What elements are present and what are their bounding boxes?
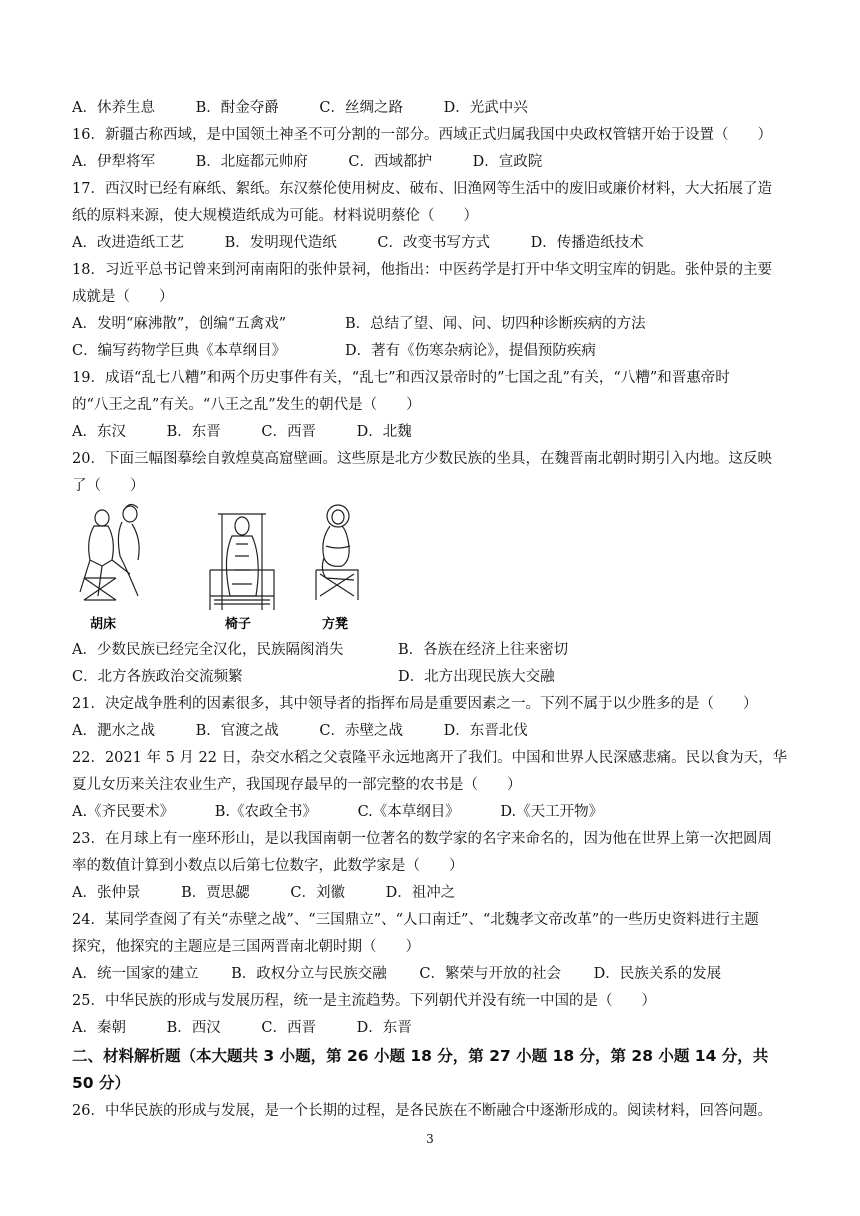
option-b: B.《农政全书》 bbox=[214, 804, 317, 820]
q25-options bbox=[72, 1018, 412, 1038]
option-c: C．西晋 bbox=[261, 1020, 316, 1036]
q24-stem-line2: 探究，他探究的主题应是三国两晋南北朝时期（ ） bbox=[72, 939, 420, 955]
option-b: B．贾思勰 bbox=[181, 885, 250, 901]
q18-stem-line1: 18．习近平总书记曾来到河南南阳的张仲景祠，他指出：中医药学是打开中华文明宝库的钥匙。张仲景的主要 bbox=[72, 262, 772, 278]
q20-option-a: A．少数民族已经完全汉化，民族隔阂消失 bbox=[72, 642, 344, 658]
option-a: A．张仲景 bbox=[72, 885, 141, 901]
q22-stem-line2: 夏儿女历来关注农业生产，我国现存最早的一部完整的农书是（ ） bbox=[72, 777, 522, 793]
q24-stem-line1: 24．某同学查阅了有关“赤壁之战”、“三国鼎立”、“人口南迁”、“北魏孝文帝改革”的一些历史资料进行主题 bbox=[72, 912, 759, 928]
hu-chuang-illustration bbox=[80, 504, 139, 600]
option-d: D．光武中兴 bbox=[443, 100, 528, 116]
q19-stem-line1: 19．成语“乱七八糟”和两个历史事件有关，“乱七”和西汉景帝时的”七国之乱”有关，“八糟”和晋惠帝时 bbox=[72, 370, 730, 386]
option-c: C．繁荣与开放的社会 bbox=[419, 966, 561, 982]
fang-deng-illustration bbox=[316, 505, 358, 600]
q19-stem-line2: 的“八王之乱”有关。“八王之乱”发生的朝代是（ ） bbox=[72, 397, 421, 413]
option-c: C．改变书写方式 bbox=[377, 235, 490, 251]
option-a: A．伊犁将军 bbox=[72, 154, 155, 170]
q17-stem-line1: 17．西汉时已经有麻纸、絮纸。东汉蔡伦使用树皮、破布、旧渔网等生活中的废旧或廉价材料，大大拓展了造 bbox=[72, 181, 772, 197]
option-c: C.《本草纲目》 bbox=[357, 804, 460, 820]
section-heading-line2: 50 分） bbox=[72, 1074, 130, 1092]
option-d: D.《天工开物》 bbox=[500, 804, 604, 820]
q20-option-d: D．北方出现民族大交融 bbox=[398, 669, 555, 685]
option-b: B．官渡之战 bbox=[195, 723, 279, 739]
option-c: C．西晋 bbox=[261, 424, 316, 440]
q18-option-d: D．著有《伤寒杂病论》，提倡预防疾病 bbox=[345, 343, 596, 359]
page-number: 3 bbox=[426, 1132, 434, 1146]
figure-label-hu-chuang: 胡床 bbox=[90, 617, 117, 632]
q17-stem-line2: 纸的原料来源，使大规模造纸成为可能。材料说明蔡伦（ ） bbox=[72, 208, 478, 224]
q22-stem-line1: 22．2021 年 5 月 22 日，杂交水稻之父袁隆平永远地离开了我们。中国和世界人民深感悲痛。民以食为天，华 bbox=[72, 750, 788, 766]
option-d: D．东晋北伐 bbox=[443, 723, 528, 739]
q20-stem-line2: 了（ ） bbox=[72, 478, 145, 494]
option-c: C．赤壁之战 bbox=[319, 723, 403, 739]
q18-option-b: B．总结了望、闻、问、切四种诊断疾病的方法 bbox=[345, 316, 646, 332]
option-a: A．淝水之战 bbox=[72, 723, 155, 739]
q23-options bbox=[72, 883, 455, 903]
option-b: B．酎金夺爵 bbox=[195, 100, 279, 116]
section-heading-line1: 二、材料解析题（本大题共 3 小题，第 26 小题 18 分，第 27 小题 18 分，第 28 小题 14 分，共 bbox=[72, 1047, 769, 1065]
q17-options bbox=[72, 233, 644, 253]
q20-stem-line1: 20．下面三幅图摹绘自敦煌莫高窟壁画。这些原是北方少数民族的坐具，在魏晋南北朝时期引入内地。这反映 bbox=[72, 451, 772, 467]
option-d: D．东晋 bbox=[356, 1020, 412, 1036]
q19-options bbox=[72, 422, 412, 442]
option-a: A．统一国家的建立 bbox=[72, 966, 199, 982]
option-b: B．西汉 bbox=[166, 1020, 221, 1036]
option-d: D．民族关系的发展 bbox=[593, 966, 722, 982]
q25-stem: 25．中华民族的形成与发展历程，统一是主流趋势。下列朝代并没有统一中国的是（ ） bbox=[72, 993, 656, 1009]
figure-label-fang-deng: 方凳 bbox=[322, 617, 349, 632]
option-d: D．宣政院 bbox=[472, 154, 543, 170]
q21-stem: 21．决定战争胜利的因素很多，其中领导者的指挥布局是重要因素之一。下列不属于以少胜多的是（ ） bbox=[72, 696, 758, 712]
q16-options bbox=[72, 152, 542, 172]
option-a: A.《齐民要术》 bbox=[72, 804, 175, 820]
option-c: C．刘徽 bbox=[290, 885, 345, 901]
figure-label-chair: 椅子 bbox=[225, 617, 252, 632]
q23-stem-line2: 率的数值计算到小数点以后第七位数字，此数学家是（ ） bbox=[72, 858, 464, 874]
option-c: C．西域都护 bbox=[348, 154, 432, 170]
q16-stem: 16．新疆古称西域，是中国领土神圣不可分割的一部分。西域正式归属我国中央政权管辖开始于设置（ ） bbox=[72, 127, 772, 143]
option-a: A．休养生息 bbox=[72, 100, 155, 116]
q23-stem-line1: 23．在月球上有一座环形山，是以我国南朝一位著名的数学家的名字来命名的，因为他在世界上第一次把圆周 bbox=[72, 831, 772, 847]
option-b: B．政权分立与民族交融 bbox=[231, 966, 387, 982]
q18-stem-line2: 成就是（ ） bbox=[72, 289, 174, 305]
dunhuang-seats-figure bbox=[72, 500, 372, 634]
option-b: B．东晋 bbox=[166, 424, 221, 440]
q18-option-a: A．发明“麻沸散”，创编“五禽戏” bbox=[72, 316, 287, 332]
option-a: A．秦朝 bbox=[72, 1020, 126, 1036]
q24-options bbox=[72, 964, 721, 984]
q18-option-c: C．编写药物学巨典《本草纲目》 bbox=[72, 343, 287, 359]
option-a: A．改进造纸工艺 bbox=[72, 235, 184, 251]
q22-options bbox=[72, 802, 603, 822]
option-d: D．北魏 bbox=[356, 424, 412, 440]
option-c: C．丝绸之路 bbox=[319, 100, 403, 116]
chair-illustration bbox=[210, 514, 274, 610]
q15-options bbox=[72, 98, 528, 118]
option-b: B．发明现代造纸 bbox=[224, 235, 337, 251]
option-d: D．祖冲之 bbox=[385, 885, 456, 901]
option-a: A．东汉 bbox=[72, 424, 126, 440]
option-d: D．传播造纸技术 bbox=[530, 235, 644, 251]
q21-options bbox=[72, 721, 528, 741]
q26-stem: 26．中华民族的形成与发展，是一个长期的过程，是各民族在不断融合中逐渐形成的。阅读材料，回答问题。 bbox=[72, 1103, 772, 1119]
q20-option-c: C．北方各族政治交流频繁 bbox=[72, 669, 243, 685]
q20-option-b: B．各族在经济上往来密切 bbox=[398, 642, 569, 658]
option-b: B．北庭都元帅府 bbox=[195, 154, 308, 170]
